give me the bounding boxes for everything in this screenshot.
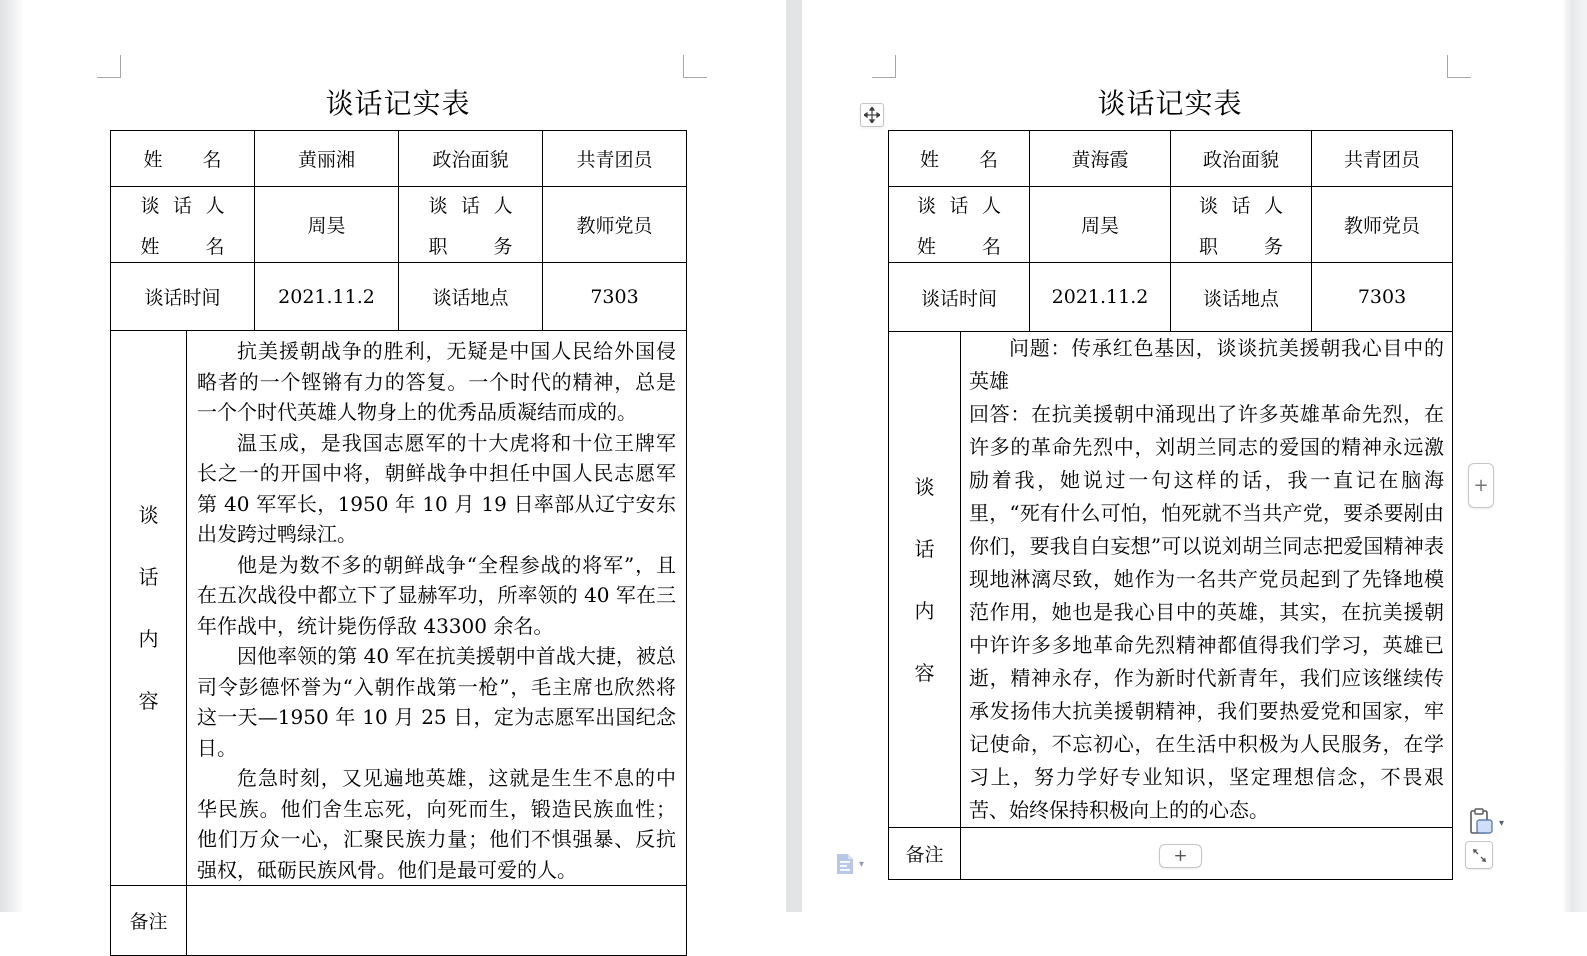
document-page-1[interactable] [22,0,786,933]
insert-row-button[interactable] [1159,844,1202,868]
table-row [111,263,687,331]
political-value-cell[interactable]: 共青团员 [543,131,687,187]
content-label-cell[interactable] [889,332,961,828]
content-label-cell[interactable] [111,331,187,886]
remarks-label-cell[interactable]: 备注 [889,828,961,880]
content-paragraph[interactable]: 他是为数不多的朝鲜战争“全程参战的将军”，且在五次战役中都立下了显赫军功，所率领的 40 军在三年作战中，统计毙伤俘敌 43300 余名。 [197,552,676,638]
plus-icon: + [1473,475,1489,496]
name-value-cell[interactable]: 黄丽湘 [255,131,399,187]
table-row [889,263,1453,332]
paste-options-button[interactable] [1466,806,1506,840]
content-paragraph[interactable]: 问题：传承红色基因，谈谈抗美援朝我心目中的英雄 [969,336,1444,393]
page-title[interactable]: 谈话记实表 [1097,87,1243,120]
table-row [889,187,1453,263]
interviewer-label-line2: 姓名 [140,235,225,258]
time-label-cell[interactable]: 谈话时间 [889,263,1030,332]
expand-icon [1472,848,1487,863]
table-row [111,331,687,886]
page-title[interactable]: 谈话记实表 [325,87,471,120]
name-label: 姓名 [920,149,998,171]
selection-pane-button[interactable] [828,850,870,878]
interviewer-value-cell[interactable]: 周昊 [255,187,399,263]
interviewer-label-cell[interactable] [111,187,255,263]
political-label-cell[interactable]: 政治面貌 [1171,131,1312,187]
insert-column-button[interactable] [1468,463,1494,508]
margin-mark-icon [683,77,707,78]
time-label-cell[interactable]: 谈话时间 [111,263,255,331]
paste-options-icon [1468,808,1496,838]
position-label-cell[interactable] [1171,187,1312,263]
place-label-cell[interactable]: 谈话地点 [399,263,543,331]
position-label-cell[interactable] [399,187,543,263]
table-row [111,187,687,263]
position-value-cell[interactable]: 教师党员 [543,187,687,263]
margin-mark-icon [683,55,684,78]
margin-mark-icon [872,77,896,78]
margin-mark-icon [97,77,121,78]
interviewer-label-line1: 谈话人 [140,194,225,217]
position-label-line1: 谈话人 [428,194,513,217]
interviewer-label-line2: 姓名 [917,235,1001,258]
content-text-cell[interactable] [961,332,1453,828]
content-label: 谈话内容 [914,474,935,685]
political-value-cell[interactable]: 共青团员 [1312,131,1453,187]
content-paragraph[interactable]: 温玉成，是我国志愿军的十大虎将和十位王牌军长之一的开国中将，朝鲜战争中担任中国人民志愿军第 40 军军长，1950 年 10 月 19 日率部从辽宁安东出发跨过鸭绿江。 [197,430,676,546]
scrollbar-track[interactable] [1563,0,1587,912]
remarks-value-cell[interactable] [187,886,687,956]
navigation-doc-icon [834,852,856,876]
place-label-cell[interactable]: 谈话地点 [1171,263,1312,332]
table-row [889,131,1453,187]
content-label: 谈话内容 [138,503,159,713]
time-value-cell[interactable]: 2021.11.2 [255,263,399,331]
place-value-cell[interactable]: 7303 [1312,263,1453,332]
name-value-cell[interactable]: 黄海霞 [1030,131,1171,187]
page-gap [786,0,802,912]
content-paragraph[interactable]: 危急时刻，又见遍地英雄，这就是生生不息的中华民族。他们舍生忘死，向死而生，锻造民族血性；他们万众一心，汇聚民族力量；他们不惧强暴、反抗强权，砥砺民族风骨。他们是最可爱的人。 [197,766,676,882]
remarks-value-cell[interactable] [961,828,1453,880]
name-label-cell[interactable] [889,131,1030,187]
margin-mark-icon [120,55,121,78]
interviewer-label-line1: 谈话人 [917,194,1001,217]
content-paragraph[interactable]: 因他率领的第 40 军在抗美援朝中首战大捷，被总司令彭德怀誉为“入朝作战第一枪”，毛主席也欣然将这一天—1950 年 10 月 25 日，定为志愿军出国纪念日。 [197,644,676,760]
position-label-line2: 职务 [428,235,513,258]
remarks-label-cell[interactable]: 备注 [111,886,187,956]
expand-table-button[interactable] [1465,841,1493,869]
content-paragraph[interactable]: 抗美援朝战争的胜利，无疑是中国人民给外国侵略者的一个铿锵有力的答复。一个时代的精神，总是一个个时代英雄人物身上的优秀品质凝结而成的。 [197,339,676,424]
position-label-line2: 职务 [1199,235,1283,258]
margin-mark-icon [1447,77,1471,78]
margin-mark-icon [1447,55,1448,78]
record-table[interactable] [110,130,687,956]
position-label-line1: 谈话人 [1199,194,1283,217]
content-text-cell[interactable] [187,331,687,886]
interviewer-label-cell[interactable] [889,187,1030,263]
name-label-cell[interactable] [111,131,255,187]
plus-icon: + [1173,846,1188,866]
table-move-handle[interactable] [860,103,884,127]
table-move-icon [864,107,880,123]
table-row [111,886,687,956]
dropdown-caret-icon: ▾ [858,858,865,870]
table-row [111,131,687,187]
margin-mark-icon [895,55,896,78]
time-value-cell[interactable]: 2021.11.2 [1030,263,1171,332]
page-shadow-left [0,0,22,912]
dropdown-caret-icon: ▾ [1498,817,1505,829]
content-paragraph[interactable]: 回答：在抗美援朝中涌现出了许多英雄革命先烈，在许多的革命先烈中，刘胡兰同志的爱国的精神永远激励着我，她说过一句这样的话，我一直记在脑海里，“死有什么可怕，怕死就不当共产党，要杀要剐由你们，要我自白妄想”可以说刘胡兰同志把爱国精神表现地淋漓尽致，她作为一名共产党员起到了先锋地模范作用，她也是我心目中的英雄，其实，在抗美援朝中许许多多地革命先烈精神都值得我们学习，英雄已逝，精神永存，作为新时代新青年，我们应该继续传承发扬伟大抗美援朝精神，我们要热爱党和国家，牢记使命，不忘初心，在生活中积极为人民服务，在学习上，努力学好专业知识，坚定理想信念，不畏艰苦、始终保持积极向上的的心态。 [969,402,1444,822]
political-label-cell[interactable]: 政治面貌 [399,131,543,187]
document-page-2[interactable] [802,0,1563,912]
record-table[interactable] [888,130,1453,880]
interviewer-value-cell[interactable]: 周昊 [1030,187,1171,263]
table-row [889,332,1453,828]
position-value-cell[interactable]: 教师党员 [1312,187,1453,263]
place-value-cell[interactable]: 7303 [543,263,687,331]
name-label: 姓名 [143,149,222,171]
